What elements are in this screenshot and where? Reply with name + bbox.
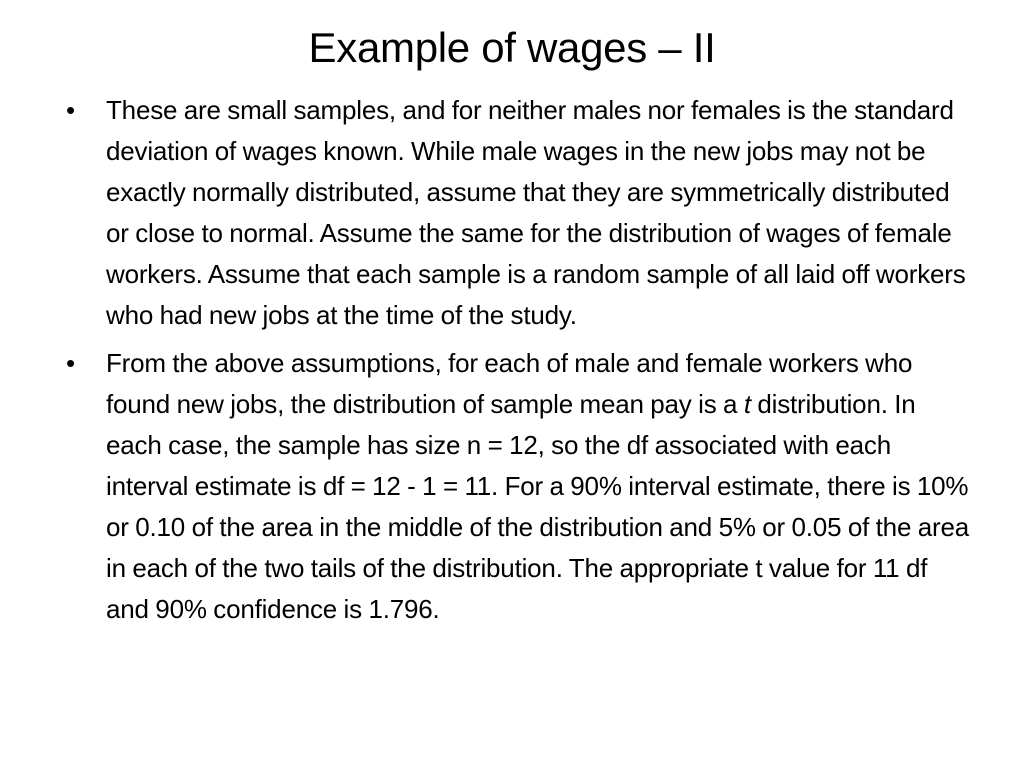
bullet-marker-icon: • [66,95,75,125]
bullet-item-1 [58,90,970,336]
bullet-text-2-part-1: From the above assumptions, for each of male and female workers who found new jobs, the distribution of sample mean pay is a [106,348,913,419]
bullet-text-2-part-2: distribution. In each case, the sample has size n = 12, so the df associated with each interval estimate is df = 12 - 1 = 11. For a 90% interval estimate, there is 10% or 0.10 of the area in the middle of the distribution and 5% or 0.05 of the area in each of the two tails of the distribution. The appropriate t value for 11 df and 90% confidence is 1.796. [106,389,969,624]
bullet-text-1: These are small samples, and for neither males nor females is the standard deviation of wages known. While male wages in the new jobs may not be exactly normally distributed, assume that they are symmetrically distributed or close to normal. Assume the same for the distribution of wages of female workers. Assume that each sample is a random sample of all laid off workers who had new jobs at the time of the study. [106,95,966,330]
slide-body [58,90,970,630]
slide-title: Example of wages – II [308,24,716,71]
bullet-text-2-italic-t: t [743,389,751,419]
bullet-item-2 [58,343,970,630]
bullet-text-2 [106,343,970,630]
bullet-marker-icon: • [66,348,75,378]
